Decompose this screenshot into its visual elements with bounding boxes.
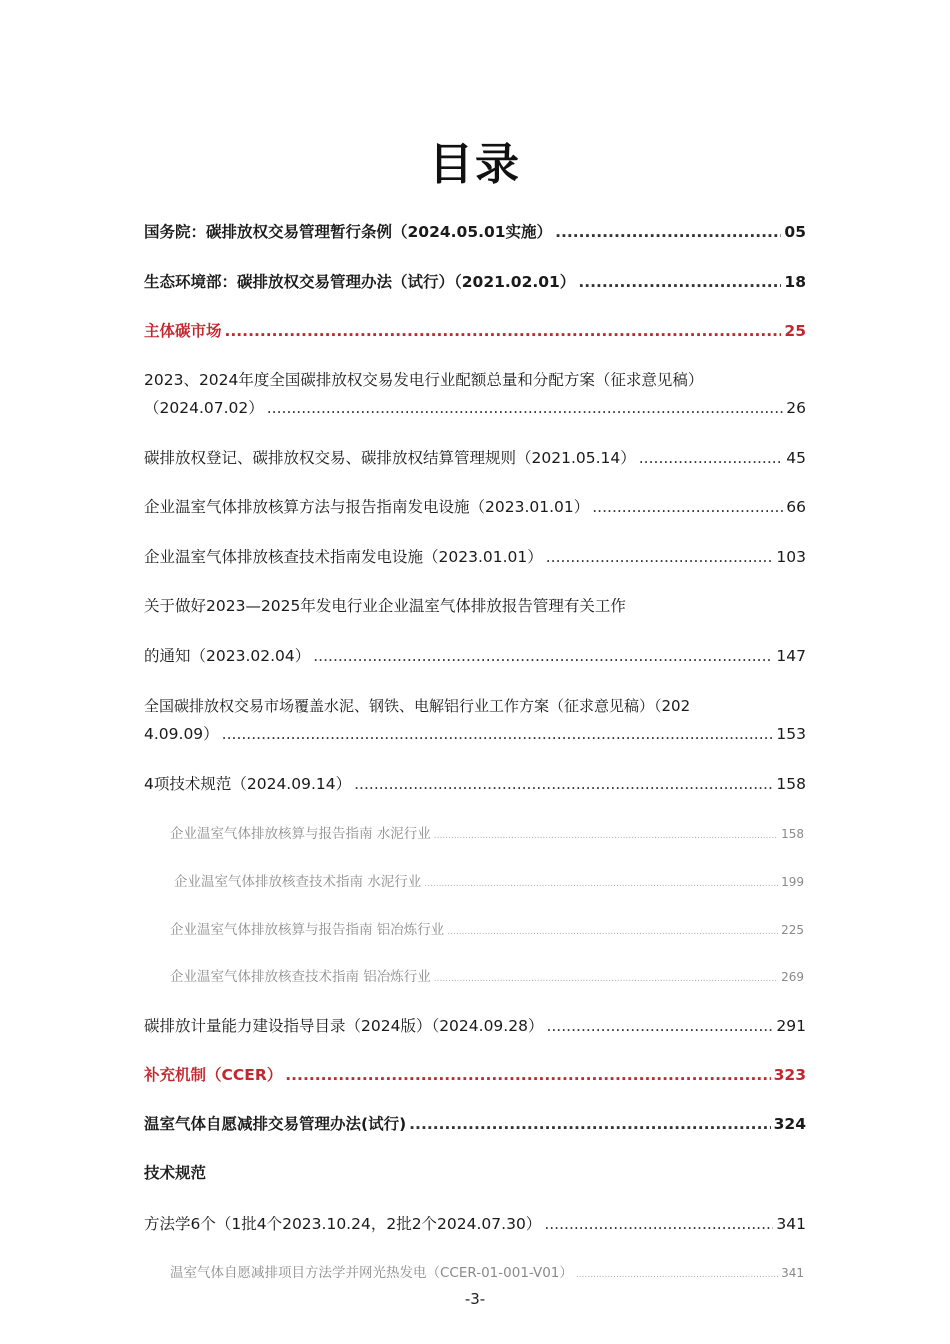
toc-section-heading[interactable]	[144, 1065, 806, 1085]
toc-entry-text: 企业温室气体排放核算与报告指南 铝冶炼行业	[170, 922, 445, 938]
toc-entry-text: 的通知（2023.02.04）	[144, 647, 311, 665]
toc-entry-text: 企业温室气体排放核算方法与报告指南发电设施（2023.01.01）	[144, 498, 590, 516]
leader-dots	[544, 1214, 773, 1234]
toc-entry-text: 温室气体自愿减排项目方法学并网光热发电（CCER-01-001-V01）	[170, 1265, 573, 1281]
toc-entry[interactable]	[144, 448, 806, 468]
toc-page-number: 291	[776, 1017, 806, 1035]
toc-page-number: 25	[784, 322, 806, 340]
leader-dots	[285, 1065, 770, 1085]
toc-entry-line1[interactable]: 2023、2024年度全国碳排放权交易发电行业配额总量和分配方案（征求意见稿）	[144, 371, 704, 389]
toc-entry[interactable]	[144, 272, 806, 292]
toc-entry[interactable]	[144, 774, 806, 794]
toc-page-number: 103	[776, 548, 806, 566]
toc-entry-text: 企业温室气体排放核查技术指南发电设施（2023.01.01）	[144, 548, 543, 566]
toc-subentry[interactable]	[170, 1263, 804, 1285]
toc-entry-text: 方法学6个（1批4个2023.10.24，2批2个2024.07.30）	[144, 1215, 542, 1233]
toc-entry-text: 补充机制（CCER）	[144, 1066, 283, 1084]
toc-entry[interactable]	[144, 646, 806, 666]
toc-page-number: 18	[784, 273, 806, 291]
toc-page-number: 66	[786, 498, 806, 516]
page-number-footer: -3-	[464, 1290, 486, 1308]
toc-subentry[interactable]	[170, 967, 804, 989]
leader-dots	[546, 1016, 773, 1036]
leader-dots	[546, 547, 774, 567]
toc-entry-text: （2024.07.02）	[144, 399, 264, 417]
toc-entry-text: 碳排放权登记、碳排放权交易、碳排放权结算管理规则（2021.05.14）	[144, 449, 636, 467]
toc-heading[interactable]: 技术规范	[144, 1164, 207, 1182]
toc-entry-text: 企业温室气体排放核查技术指南 铝冶炼行业	[170, 969, 431, 985]
toc-entry[interactable]	[144, 547, 806, 567]
toc-page-number: 158	[776, 775, 806, 793]
toc-entry-text: 企业温室气体排放核算与报告指南 水泥行业	[170, 826, 431, 842]
leader-dots	[434, 826, 778, 846]
toc-entry-line1[interactable]: 关于做好2023—2025年发电行业企业温室气体排放报告管理有关工作	[144, 597, 626, 615]
toc-entry[interactable]	[144, 1016, 806, 1036]
toc-page-number: 45	[786, 449, 806, 467]
leader-dots	[354, 774, 773, 794]
leader-dots	[409, 1114, 770, 1134]
leader-dots	[578, 272, 781, 292]
toc-entry[interactable]	[144, 497, 806, 517]
toc-page-number: 26	[786, 399, 806, 417]
toc-entry-text: 碳排放计量能力建设指导目录（2024版）（2024.09.28）	[144, 1017, 544, 1035]
leader-dots	[313, 646, 773, 666]
toc-page-number: 05	[784, 223, 806, 241]
leader-dots	[222, 724, 774, 744]
toc-page-number: 199	[781, 875, 804, 889]
leader-dots	[434, 969, 778, 989]
toc-entry-text: 4.09.09）	[144, 725, 219, 743]
page-title: 目录	[429, 139, 521, 190]
toc-entry[interactable]	[144, 1214, 806, 1234]
toc-subentry[interactable]	[170, 920, 804, 942]
toc-entry-text: 企业温室气体排放核查技术指南 水泥行业	[174, 874, 422, 890]
toc-page-number: 269	[781, 970, 804, 984]
leader-dots	[447, 922, 778, 942]
toc-entry[interactable]	[144, 724, 806, 744]
leader-dots	[576, 1265, 778, 1285]
toc-page-number: 158	[781, 827, 804, 841]
toc-page-number: 153	[776, 725, 806, 743]
toc-page-number: 147	[776, 647, 806, 665]
leader-dots	[225, 321, 782, 341]
toc-subentry[interactable]	[174, 872, 804, 894]
leader-dots	[555, 222, 781, 242]
leader-dots	[424, 874, 778, 894]
toc-entry-text: 生态环境部：碳排放权交易管理办法（试行）（2021.02.01）	[144, 273, 576, 291]
leader-dots	[267, 398, 784, 418]
toc-entry[interactable]	[144, 398, 806, 418]
toc-entry-line1[interactable]: 全国碳排放权交易市场覆盖水泥、钢铁、电解铝行业工作方案（征求意见稿）（202	[144, 697, 691, 715]
toc-entry-text: 国务院：碳排放权交易管理暂行条例（2024.05.01实施）	[144, 223, 553, 241]
toc-page-number: 225	[781, 923, 804, 937]
toc-entry-text: 主体碳市场	[144, 322, 222, 340]
leader-dots	[639, 448, 784, 468]
toc-entry[interactable]	[144, 1114, 806, 1134]
toc-page-number: 341	[781, 1266, 804, 1280]
toc-section-heading[interactable]	[144, 321, 806, 341]
toc-entry[interactable]	[144, 222, 806, 242]
toc-entry-text: 4项技术规范（2024.09.14）	[144, 775, 352, 793]
toc-page-number: 341	[776, 1215, 806, 1233]
toc-entry-text: 温室气体自愿减排交易管理办法(试行)	[144, 1115, 407, 1133]
toc-page-number: 323	[773, 1066, 806, 1084]
leader-dots	[592, 497, 783, 517]
toc-subentry[interactable]	[170, 824, 804, 846]
toc-page-number: 324	[773, 1115, 806, 1133]
